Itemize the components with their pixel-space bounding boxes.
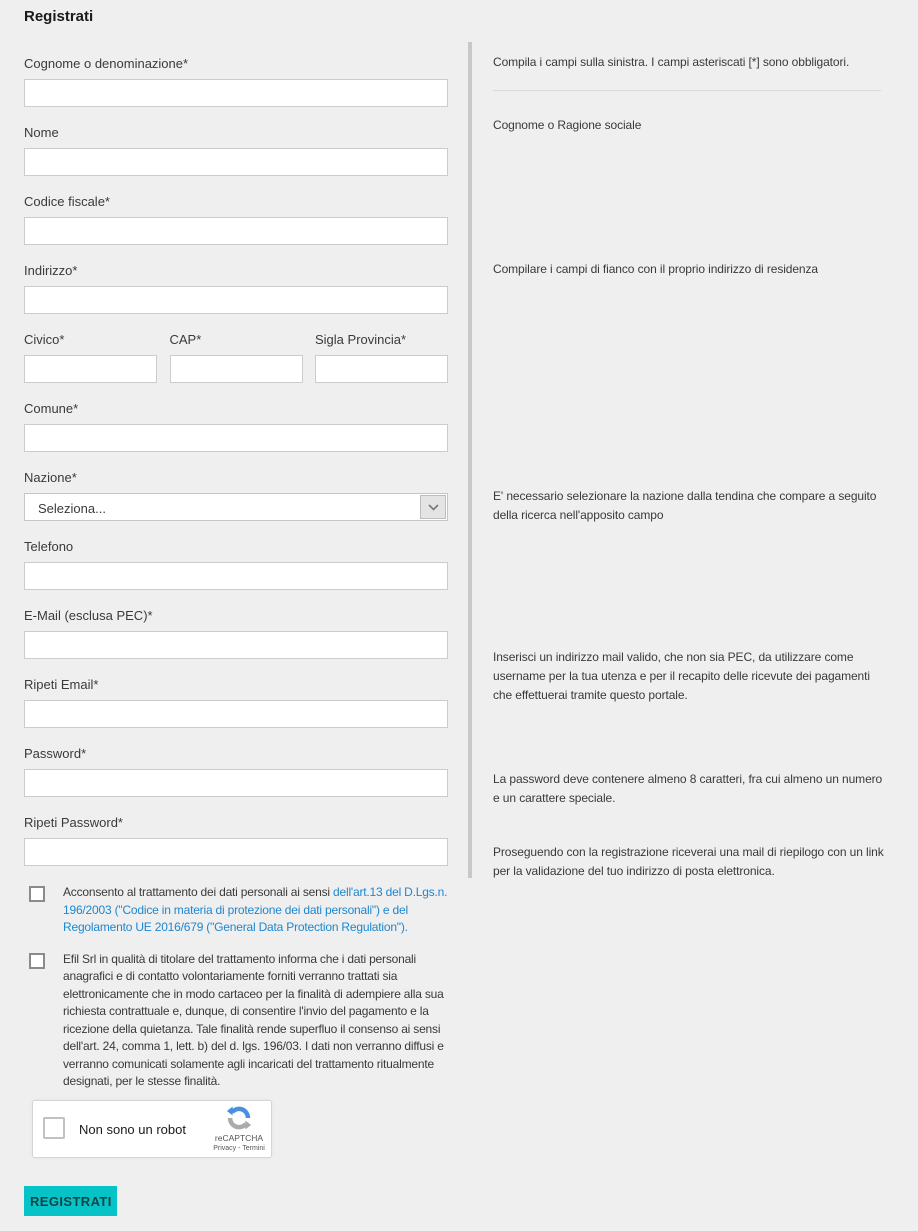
vertical-divider [468, 42, 472, 878]
comune-label: Comune* [24, 401, 79, 416]
field-codice-fiscale [24, 194, 448, 245]
address-detail-row [24, 332, 448, 383]
field-nazione [24, 470, 448, 521]
recaptcha-privacy-links[interactable]: Privacy - Termini [213, 1145, 265, 1152]
privacy-consent-text [63, 884, 448, 937]
consent-privacy-row [24, 884, 448, 937]
field-nome [24, 125, 448, 176]
privacy-consent-prefix: Acconsento al trattamento dei dati personali ai sensi [63, 885, 334, 899]
field-civico [24, 332, 157, 383]
telefono-label: Telefono [24, 539, 74, 554]
ripeti-password-label: Ripeti Password* [24, 815, 123, 830]
email-input[interactable] [24, 631, 448, 659]
civico-label: Civico* [24, 332, 65, 347]
consent-treatment-row [24, 951, 448, 1091]
ripeti-email-input[interactable] [24, 700, 448, 728]
help-registrazione: Proseguendo con la registrazione riceverai una mail di riepilogo con un link per la validazione del tuo indirizzo di posta elettronica. [493, 845, 884, 878]
ripeti-email-label: Ripeti Email* [24, 677, 99, 692]
password-label: Password* [24, 746, 87, 761]
password-input[interactable] [24, 769, 448, 797]
field-comune [24, 401, 448, 452]
help-panel [468, 0, 918, 1231]
recaptcha-label: Non sono un robot [79, 1122, 186, 1137]
field-email [24, 608, 448, 659]
indirizzo-label: Indirizzo* [24, 263, 78, 278]
codice-fiscale-input[interactable] [24, 217, 448, 245]
codice-fiscale-label: Codice fiscale* [24, 194, 110, 209]
cap-label: CAP* [169, 332, 202, 347]
help-intro: Compila i campi sulla sinistra. I campi asteriscati [*] sono obbligatori. [493, 55, 850, 69]
civico-input[interactable] [24, 355, 157, 383]
sigla-provincia-input[interactable] [315, 355, 448, 383]
nazione-label: Nazione* [24, 470, 77, 485]
page-title: Registrati [24, 8, 94, 25]
field-cap [170, 332, 303, 383]
registration-form [24, 8, 448, 1209]
nazione-select[interactable] [24, 493, 448, 521]
help-indirizzo: Compilare i campi di fianco con il proprio indirizzo di residenza [493, 262, 818, 276]
cognome-label: Cognome o denominazione* [24, 56, 189, 71]
comune-input[interactable] [24, 424, 448, 452]
indirizzo-input[interactable] [24, 286, 448, 314]
treatment-consent-text: Efil Srl in qualità di titolare del trattamento informa che i dati personali anagrafici e di contatto volontariamente forniti verranno trattati sia elettronicamente che in modo cartaceo per la finalità di adempiere alla sua richiesta contrattuale e, dunque, di consentire l'invio del pagamento e la ricezione della quietanza. Tale finalità rende superfluo il consenso ai sensi dell'art. 24, comma 1, lett. b) del d. lgs. 196/03. I dati non verranno diffusi e verranno comunicati solamente agli incaricati del trattamento ritualmente designati, per le stesse finalità. [63, 951, 444, 1088]
field-ripeti-email [24, 677, 448, 728]
privacy-law-link[interactable]: dell'art.13 del D.Lgs.n. 196/2003 ("Codice in materia di protezione dei dati personali") e del Regolamento UE 2016/679 ("General Data Protection Regulation"). [63, 885, 448, 934]
help-cognome: Cognome o Ragione sociale [493, 118, 642, 132]
nome-input[interactable] [24, 148, 448, 176]
help-email: Inserisci un indirizzo mail valido, che non sia PEC, da utilizzare come username per la tua utenza e per il recapito delle ricevute dei pagamenti che effettuerai tramite questo portale. [493, 650, 870, 702]
privacy-consent-checkbox[interactable] [29, 886, 45, 902]
field-telefono [24, 539, 448, 590]
help-nazione: E' necessario selezionare la nazione dalla tendina che compare a seguito della ricerca nell'apposito campo [493, 489, 877, 522]
help-divider-line [493, 90, 881, 91]
recaptcha-circular-arrows-icon [225, 1104, 253, 1132]
field-cognome [24, 56, 448, 107]
chevron-down-icon [428, 504, 439, 511]
email-label: E-Mail (esclusa PEC)* [24, 608, 153, 623]
nome-label: Nome [24, 125, 59, 140]
recaptcha-brand: reCAPTCHA [214, 1133, 264, 1143]
field-ripeti-password [24, 815, 448, 866]
ripeti-password-input[interactable] [24, 838, 448, 866]
select-arrow-button[interactable] [420, 495, 446, 519]
telefono-input[interactable] [24, 562, 448, 590]
recaptcha-checkbox[interactable] [43, 1117, 65, 1139]
registrati-button[interactable]: REGISTRATI [24, 1186, 117, 1216]
cognome-input[interactable] [24, 79, 448, 107]
cap-input[interactable] [170, 355, 303, 383]
recaptcha-widget [32, 1100, 272, 1158]
field-indirizzo [24, 263, 448, 314]
recaptcha-branding [210, 1104, 268, 1152]
sigla-provincia-label: Sigla Provincia* [315, 332, 407, 347]
field-password [24, 746, 448, 797]
help-password: La password deve contenere almeno 8 caratteri, fra cui almeno un numero e un carattere speciale. [493, 772, 883, 805]
nazione-select-value: Seleziona... [38, 501, 106, 516]
field-sigla-provincia [315, 332, 448, 383]
treatment-consent-checkbox[interactable] [29, 953, 45, 969]
